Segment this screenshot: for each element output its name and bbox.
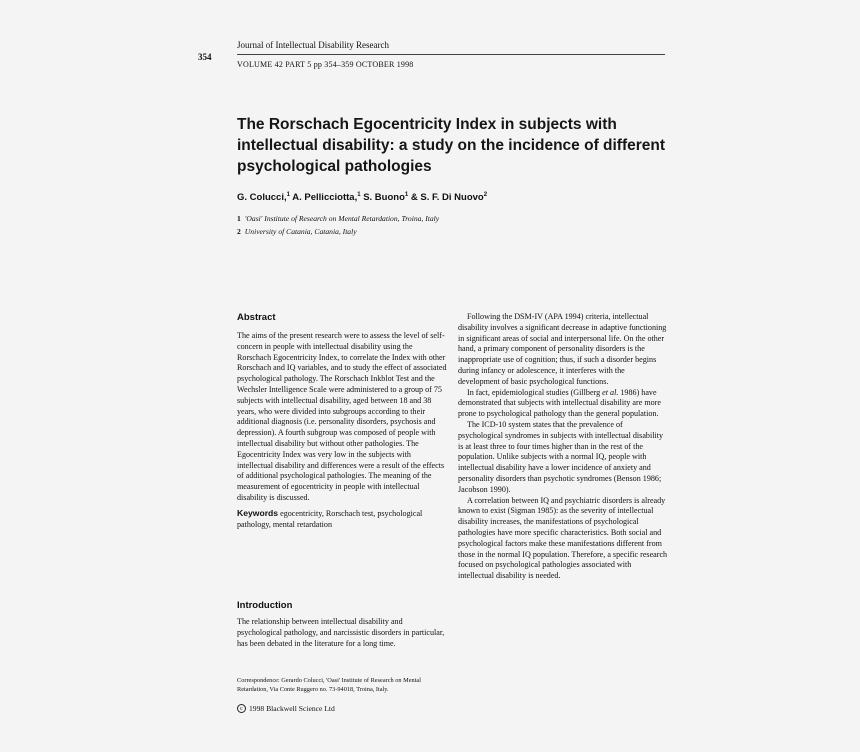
body-text-italic: et al. <box>602 387 619 397</box>
header-rule <box>237 54 665 55</box>
author-affil-mark: 1 <box>404 192 409 198</box>
body-paragraph: Following the DSM-IV (APA 1994) criteria, intellectual disability involves a significant decrease in adaptive functioning in significant areas of social and interpersonal life. On the other hand, a primary component of personality disorders is the inappropriate use of cognition; thus, if such a disorder begins during infancy or adolescence, it interferes with the development of basic psychological functions. <box>458 312 667 386</box>
abstract-body: The aims of the present research were to assess the level of self-concern in people with intellectual disability using the Rorschach Egocentricity Index, to correlate the Index with other Rorschach and IQ variables, and to study the effect of associated psychological pathology. The Rorschach Inkblot Test and the Wechsler Intelligence Scale were administered to a group of 75 subjects with intellectual disability, aged between 18 and 38 years, who were divided into subgroups according to their additional diagnosis (i.e. personality disorders, psychosis and depression). A fourth subgroup was composed of people with intellectual disability but without other pathologies. The Egocentricity Index was very low in the subjects with intellectual disability and differences were a result of the effects of additional psychological pathologies. The meaning of the measurement of egocentricity in people with intellectual disability is discussed. <box>237 331 447 502</box>
affiliation-text: University of Catania, Catania, Italy <box>244 226 357 236</box>
affiliation-text: 'Oasi' Institute of Research on Mental Retardation, Troina, Italy <box>244 214 440 223</box>
author: G. Colucci, <box>237 192 287 204</box>
author: & S. F. Di Nuovo <box>410 192 484 204</box>
affiliation-number: 2 <box>237 226 241 236</box>
introduction-body: The relationship between intellectual disability and psychological pathology, and narcissistic disorders in particular, has been debated in the literature for a long time. <box>237 617 445 648</box>
keywords-label: Keywords <box>237 507 279 518</box>
page-number: 354 <box>198 52 212 62</box>
journal-name: Journal of Intellectual Disability Research <box>237 40 389 50</box>
abstract-section <box>237 312 447 530</box>
body-text: In fact, epidemiological studies (Gillberg <box>467 387 603 397</box>
introduction-heading: Introduction <box>237 600 293 611</box>
keywords-text: egocentricity, Rorschach test, psychological pathology, mental retardation <box>237 508 423 529</box>
author: S. Buono <box>363 192 405 204</box>
copyright-icon: c <box>237 704 246 713</box>
affiliation-number: 1 <box>237 214 241 223</box>
author-affil-mark: 1 <box>286 192 290 198</box>
author-affil-mark: 2 <box>483 192 488 198</box>
affiliations <box>237 213 439 238</box>
copyright-line <box>237 704 335 713</box>
keywords <box>237 508 447 531</box>
body-paragraph: The ICD-10 system states that the prevalence of psychological syndromes in subjects with intellectual disability is at least three to four times higher than in the rest of the population. Unlike subjects with a normal IQ, people with intellectual disability have a lower incidence of anxiety and personality disorders than psychotic syndromes (Benson 1986; Jacobson 1990). <box>458 419 664 494</box>
author-list <box>237 192 487 203</box>
affiliation <box>237 213 439 226</box>
paper-title: The Rorschach Egocentricity Index in subjects with intellectual disability: a study on the incidence of different psychological pathologies <box>237 116 666 175</box>
abstract-heading: Abstract <box>237 312 276 323</box>
affiliation <box>237 226 439 239</box>
author: A. Pellicciotta, <box>292 192 358 204</box>
body-right-column <box>458 312 668 582</box>
correspondence-note: Correspondence: Gerardo Colucci, 'Oasi' Institute of Research on Mental Retardation, Via Conte Ruggero no. 73-94018, Troina, Italy. <box>237 677 421 694</box>
body-text: 1986) have demonstrated that subjects with intellectual disability are more prone to psychological pathology than the general population. <box>458 387 661 419</box>
body-paragraph <box>458 388 668 420</box>
volume-info: VOLUME 42 PART 5 pp 354–359 OCTOBER 1998 <box>237 60 414 69</box>
author-affil-mark: 1 <box>357 192 361 198</box>
body-paragraph: A correlation between IQ and psychiatric disorders is already known to exist (Sigman 1985): as the severity of intellectual disability increases, the manifestations of psychological pathologies have more specific characteristics. Both social and psychological factors make these manifestations different from those in the normal IQ population. Therefore, a specific research focused on psychological pathologies associated with intellectual disability is needed. <box>458 495 668 581</box>
copyright-text: 1998 Blackwell Science Ltd <box>249 704 335 713</box>
